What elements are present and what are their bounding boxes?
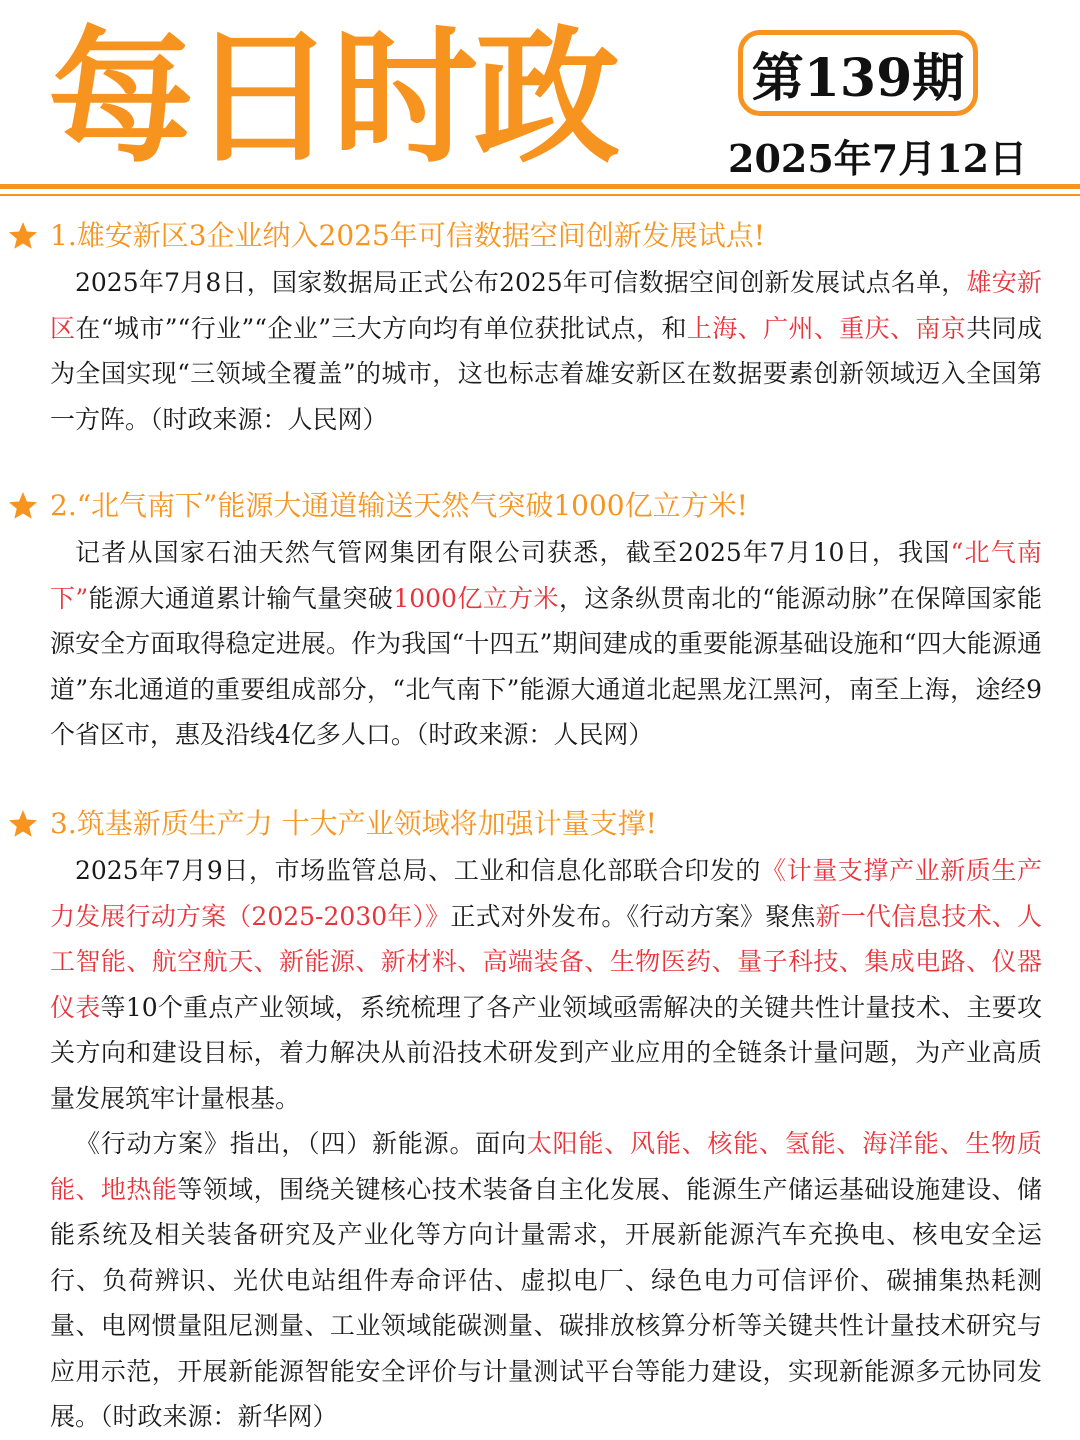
news-item-title-text: 2.“北气南下”能源大通道输送天然气突破1000亿立方米! <box>50 489 748 522</box>
header <box>0 0 1080 200</box>
highlighted-text: 太阳能、风能、核能、氢能、海洋能、生物质能、地热能 <box>50 1129 1042 1204</box>
paragraph-text: 在“城市”“行业”“企业”三大方向均有单位获批试点，和 <box>75 313 687 343</box>
news-item-title-text: 1.雄安新区3企业纳入2025年可信数据空间创新发展试点! <box>50 219 766 252</box>
page-title: 每日时政 <box>48 13 616 183</box>
star-icon <box>6 220 40 252</box>
issue-date: 2025年7月12日 <box>728 136 1028 181</box>
highlighted-text: 雄安新区 <box>50 268 1042 343</box>
news-paragraph <box>0 530 1080 758</box>
highlighted-text: 上海、广州、重庆、南京 <box>686 313 967 343</box>
paragraph-text: 共同成为全国实现“三领域全覆盖”的城市，这也标志着雄安新区在数据要素创新领域迈入全国第一方阵。（时政来源：人民网） <box>50 313 1042 434</box>
header-divider <box>0 184 1080 189</box>
news-item-title <box>0 212 1080 260</box>
paragraph-text: 能源大通道累计输气量突破 <box>88 583 394 613</box>
star-icon <box>6 808 40 840</box>
news-item-3 <box>0 800 1080 1440</box>
paragraph-text: 正式对外发布。《行动方案》聚焦 <box>450 901 816 931</box>
news-paragraph <box>0 848 1080 1121</box>
header-divider-thin <box>0 194 1080 196</box>
issue-badge <box>738 30 978 116</box>
news-item-1 <box>0 212 1080 442</box>
highlighted-text: 新一代信息技术、人工智能、航空航天、新能源、新材料、高端装备、生物医药、量子科技、集成电路、仪器仪表 <box>50 901 1042 1022</box>
paragraph-text: 《行动方案》指出，（四）新能源。面向 <box>75 1129 527 1158</box>
highlighted-text: 1000亿立方米 <box>393 583 559 613</box>
star-icon <box>6 490 40 522</box>
paragraph-text: 2025年7月9日，市场监管总局、工业和信息化部联合印发的 <box>75 856 761 885</box>
issue-number: 第139期 <box>751 47 965 109</box>
paragraph-text: 等领域，围绕关键核心技术装备自主化发展、能源生产储运基础设施建设、储能系统及相关装备研究及产业化等方向计量需求，开展新能源汽车充换电、核电安全运行、负荷辨识、光伏电站组件寿命评估、虚拟电厂、绿色电力可信评价、碳捕集热耗测量、电网惯量阻尼测量、工业领域能碳测量、碳排放核算分析等关键共性计量技术研究与应用示范，开展新能源智能安全评价与计量测试平台等能力建设，实现新能源多元协同发展。（时政来源：新华网） <box>50 1174 1042 1431</box>
news-paragraph <box>0 1121 1080 1440</box>
paragraph-text: 记者从国家石油天然气管网集团有限公司获悉，截至2025年7月10日，我国 <box>75 538 951 567</box>
paragraph-text: ，这条纵贯南北的“能源动脉”在保障国家能源安全方面取得稳定进展。作为我国“十四五”期间建成的重要能源基础设施和“四大能源通道”东北通道的重要组成部分，“北气南下”能源大通道北起黑龙江黑河，南至上海，途经9个省区市，惠及沿线4亿多人口。（时政来源：人民网） <box>50 583 1043 749</box>
highlighted-text: 《计量支撑产业新质生产力发展行动方案（2025-2030年）》 <box>50 856 1042 931</box>
news-paragraph <box>0 260 1080 442</box>
paragraph-text: 等10个重点产业领域，系统梳理了各产业领域亟需解决的关键共性计量技术、主要攻关方向和建设目标，着力解决从前沿技术研发到产业应用的全链条计量问题，为产业高质量发展筑牢计量根基。 <box>50 992 1042 1113</box>
news-item-title <box>0 482 1080 530</box>
news-item-title <box>0 800 1080 848</box>
news-item-title-text: 3.筑基新质生产力 十大产业领域将加强计量支撑! <box>50 807 657 840</box>
paragraph-text: 2025年7月8日，国家数据局正式公布2025年可信数据空间创新发展试点名单， <box>75 268 967 297</box>
highlighted-text: “北气南下” <box>50 538 1043 613</box>
news-item-2 <box>0 482 1080 758</box>
